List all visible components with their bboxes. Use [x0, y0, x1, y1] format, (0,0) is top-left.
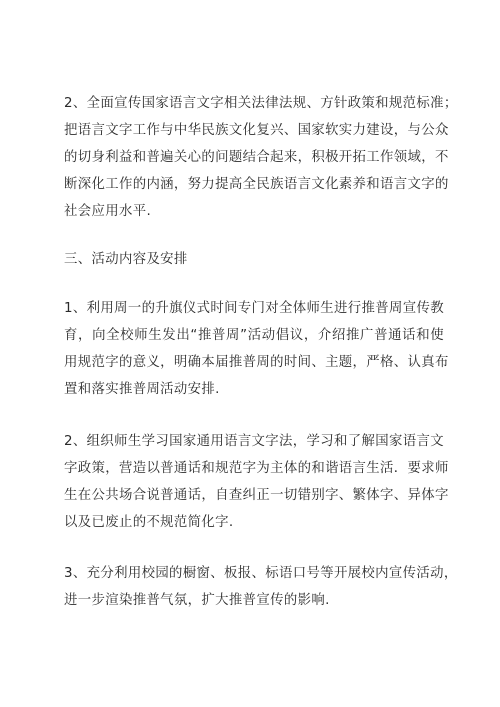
text-line: 把语言文字工作与中华民族文化复兴、国家软实力建设，与公众: [64, 123, 449, 138]
paragraph-publicize-laws: [64, 90, 458, 225]
text-line: 育，向全校师生发出“推普周”活动倡议，介绍推广普通话和使: [64, 328, 444, 343]
paragraph-activity-2: [64, 428, 449, 536]
paragraph-activity-3: [64, 560, 458, 614]
text-line: 断深化工作的内涵，努力提高全民族语言文化素养和语言文字的: [64, 177, 449, 192]
text-line: 置和落实推普周活动安排.: [64, 382, 220, 397]
text-line: 用规范字的意义，明确本届推普周的时间、主题，严格、认真布: [64, 355, 449, 370]
text-line: 2、组织师生学习国家通用语言文字法，学习和了解国家语言文: [64, 434, 444, 449]
text-line: 以及已废止的不规范简化字.: [64, 515, 234, 530]
text-line: 3、充分利用校园的橱窗、板报、标语口号等开展校内宣传活动，: [64, 566, 458, 581]
text-line: 2、全面宣传国家语言文字相关法律法规、方针政策和规范标准；: [64, 96, 458, 111]
text-line: 生在公共场合说普通话，自查纠正一切错别字、繁体字、异体字: [64, 488, 449, 503]
text-line: 字政策，营造以普通话和规范字为主体的和谐语言生活．要求师: [64, 461, 449, 476]
section-heading: [64, 246, 444, 273]
text-line: 1、利用周一的升旗仪式时间专门对全体师生进行推普周宣传教: [64, 301, 444, 316]
paragraph-activity-1: [64, 295, 449, 403]
section-heading-text: 三、活动内容及安排: [64, 252, 188, 267]
text-line: 社会应用水平.: [64, 204, 152, 219]
text-line: 的切身利益和普遍关心的问题结合起来，积极开拓工作领域，不: [64, 150, 449, 165]
text-line: 进一步渲染推普气氛，扩大推普宣传的影响.: [64, 593, 330, 608]
